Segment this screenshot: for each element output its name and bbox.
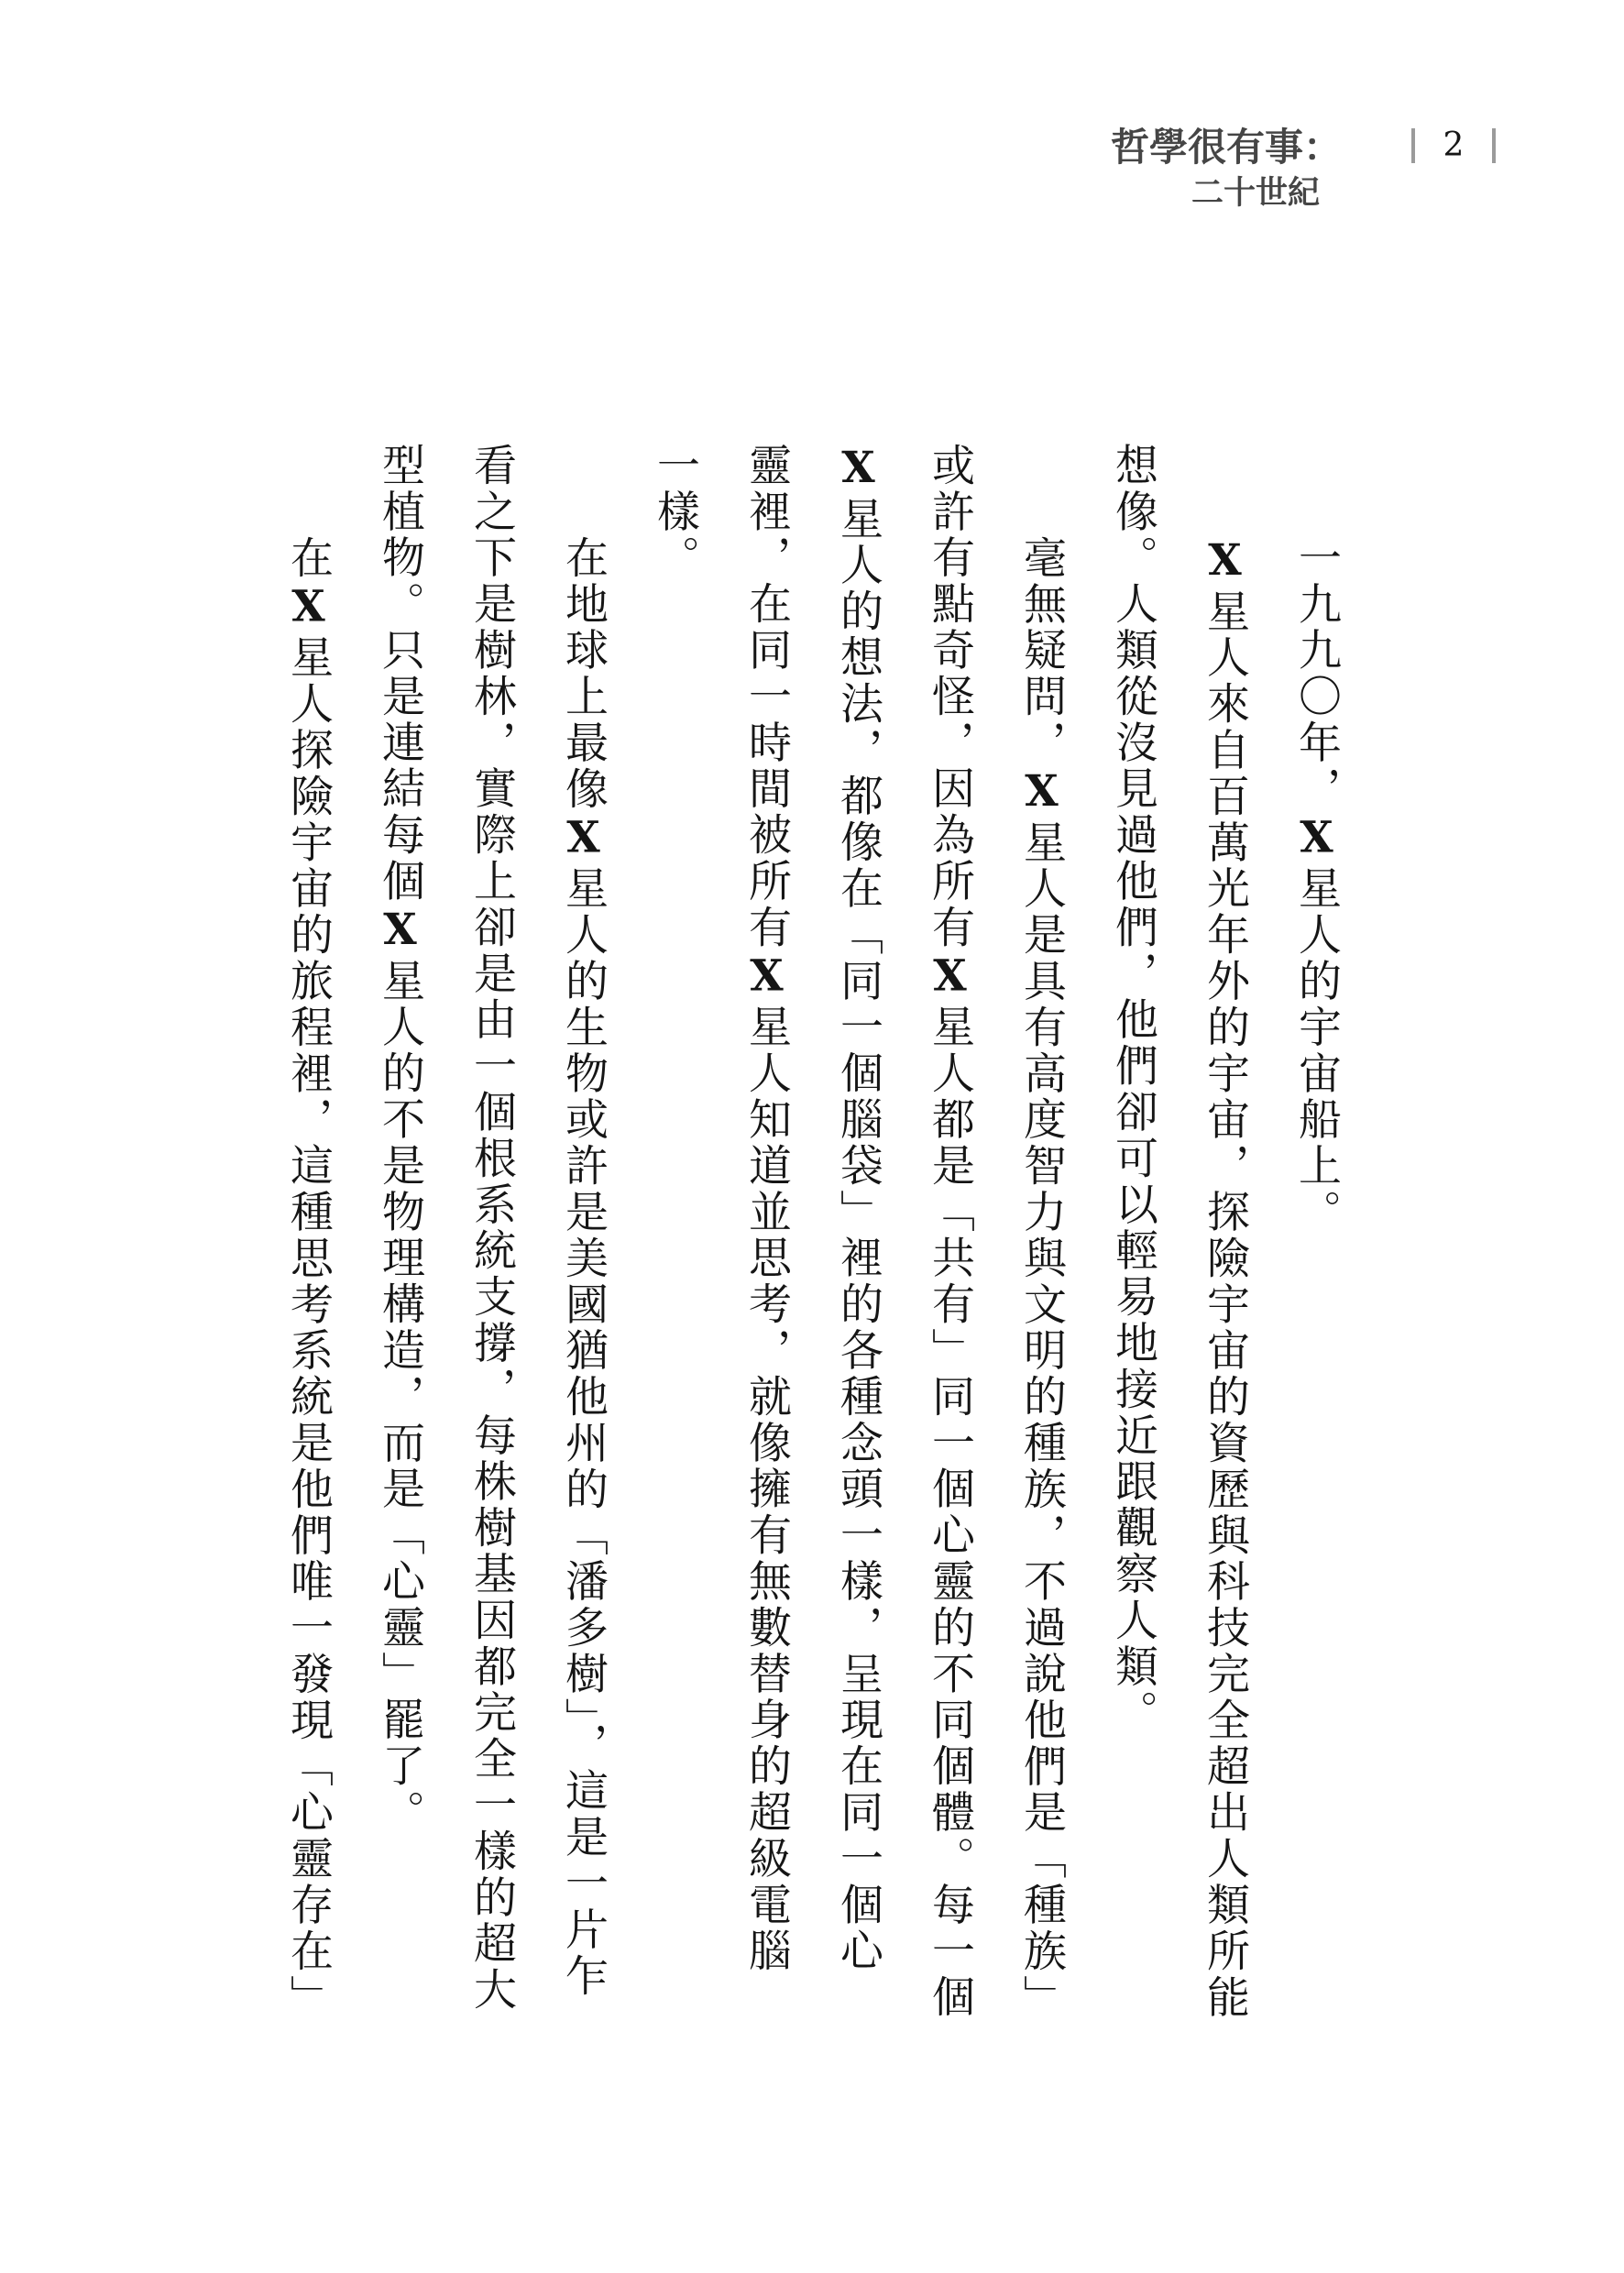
text-column: X星人來自百萬光年外的宇宙，探險宇宙的資歷與科技完全超出人類所能 (1200, 535, 1250, 2021)
body-text (262, 443, 1362, 2021)
alien-x-letter: X (925, 950, 975, 1005)
page-number: 2 (1443, 126, 1465, 164)
alien-x-letter: X (1016, 766, 1067, 820)
text-column: 想像。人類從沒見過他們，他們卻可以輕易地接近跟觀察人類。 (1108, 443, 1158, 1737)
text-column: 一樣。 (650, 443, 700, 582)
text-column: 型植物。只是連結每個X星人的不是物理構造，而是「心靈」罷了。 (375, 443, 425, 1837)
series-title: 哲學很有事： (1111, 125, 1343, 170)
text-column: 毫無疑問，X星人是具有高度智力與文明的種族，不過說他們是「種族」 (1016, 535, 1067, 2021)
alien-x-letter: X (558, 812, 609, 866)
text-column: 看之下是樹林，實際上卻是由一個根系統支撐，每株樹基因都完全一樣的超大 (466, 443, 517, 2014)
text-column: 在地球上最像X星人的生物或許是美國猶他州的「潘多樹」，這是一片乍 (558, 535, 609, 2000)
text-column: 或許有點奇怪，因為所有X星人都是「共有」同一個心靈的不同個體。每一個 (925, 443, 975, 2021)
text-column: 靈裡，在同一時間被所有X星人知道並思考，就像擁有無數替身的超級電腦 (741, 443, 792, 1975)
text-column: X星人的想法，都像在「同一個腦袋」裡的各種念頭一樣，呈現在同一個心 (833, 443, 883, 1975)
page-number-divider-left-icon (1411, 128, 1415, 163)
alien-x-letter: X (833, 443, 883, 497)
page-number-divider-right-icon (1492, 128, 1496, 163)
alien-x-letter: X (283, 581, 334, 635)
page-number-group (1411, 127, 1496, 164)
alien-x-letter: X (741, 950, 792, 1005)
series-subtitle: 二十世紀 (1191, 174, 1321, 212)
text-column: 一九九〇年，X星人的宇宙船上。 (1291, 535, 1342, 1236)
alien-x-letter: X (1200, 535, 1250, 589)
alien-x-letter: X (375, 905, 425, 959)
text-column: 在X星人探險宇宙的旅程裡，這種思考系統是他們唯一發現「心靈存在」 (283, 535, 334, 2021)
alien-x-letter: X (1291, 812, 1342, 866)
